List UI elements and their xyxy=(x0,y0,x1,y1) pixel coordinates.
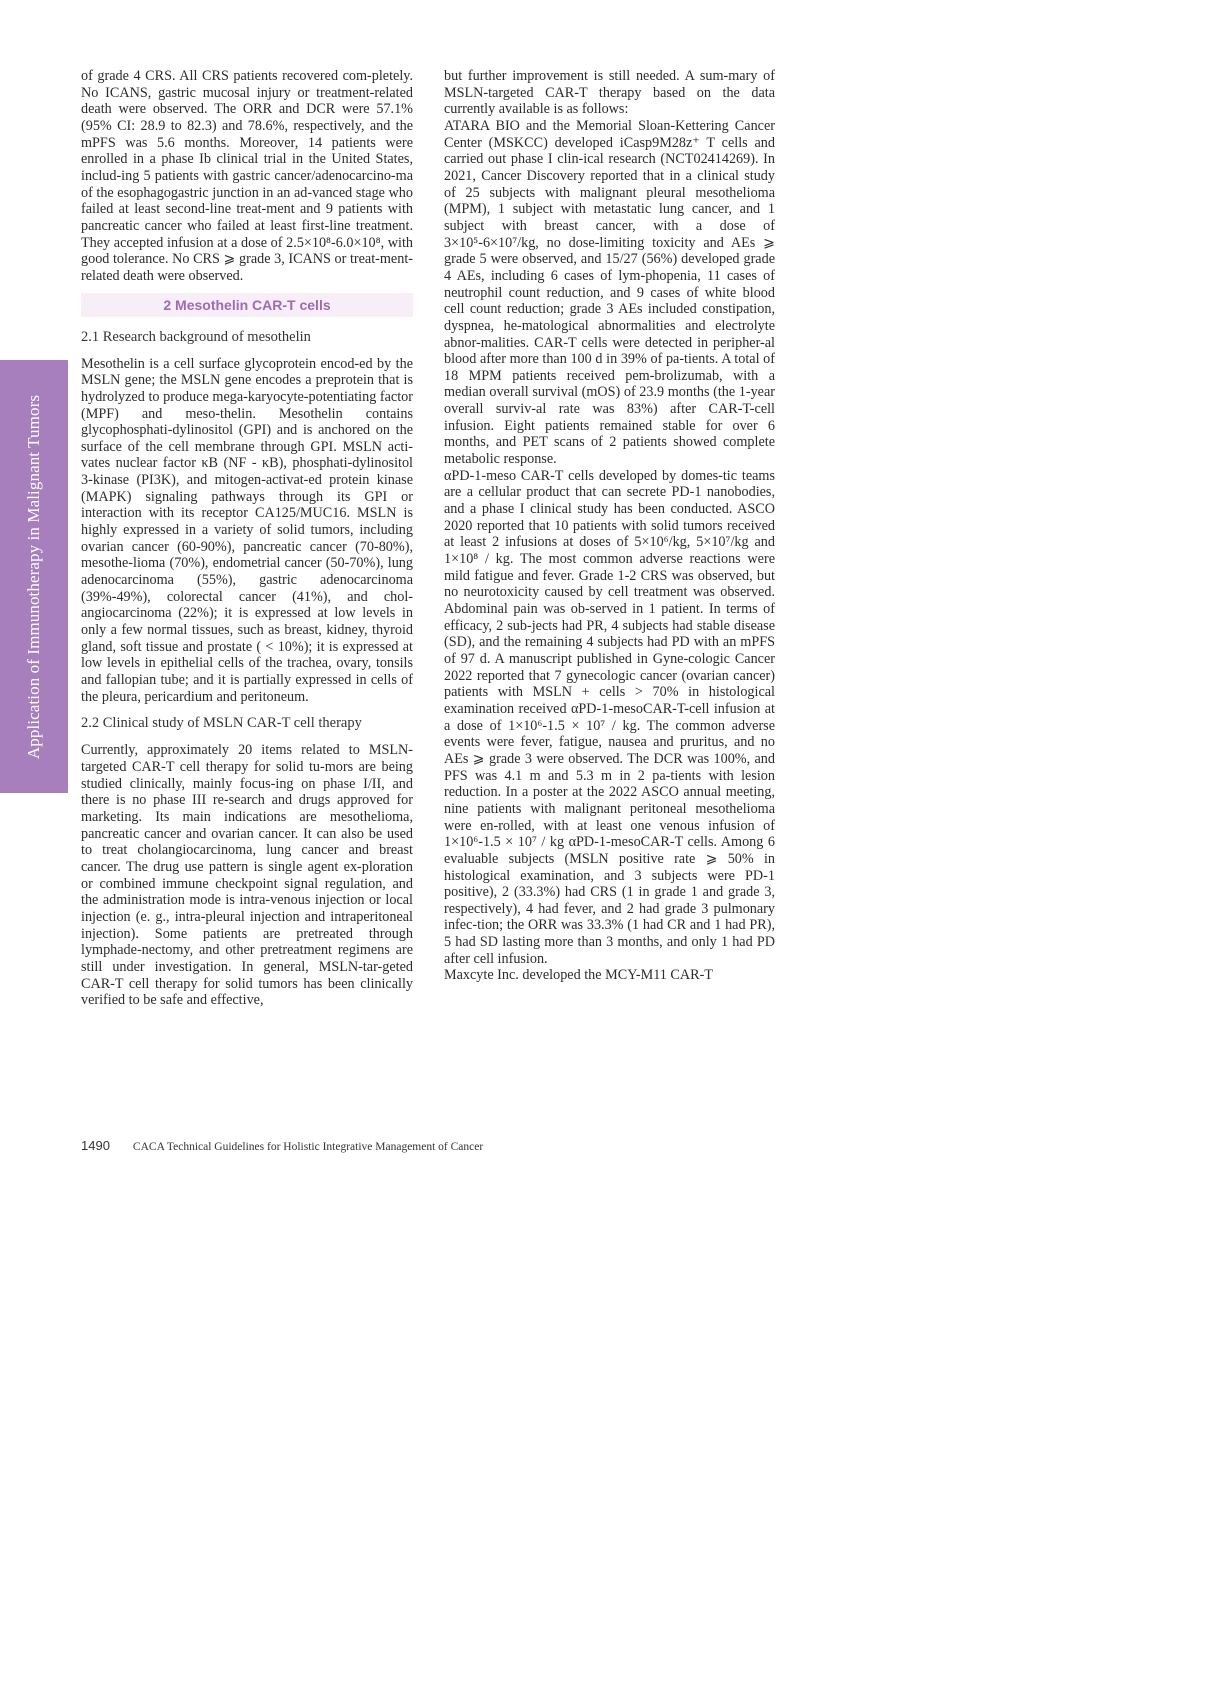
paragraph: ATARA BIO and the Memorial Sloan-Kettering Cancer Center (MSKCC) developed iCasp9M28z⁺ T cells and carried out phase I clin-ical research (NCT02414269). In 2021, Cancer Discovery reported that in a clinical study of 25 subjects with malignant pleural mesothelioma (MPM), 1 subject with metastatic lung cancer, and 1 subject with breast cancer, with a dose of 3×10⁵-6×10⁷/kg, no dose-limiting toxicity and AEs ⩾ grade 5 were observed, and 15/27 (56%) developed grade 4 AEs, including 6 cases of lym-phopenia, 11 cases of neutrophil count reduction, and 9 cases of white blood cell count reduction; grade 3 AEs included constipation, dyspnea, he-matological abnormalities and electrolyte abnor-malities. CAR-T cells were detected in peripher-al blood after more than 100 d in 39% of pa-tients. A total of 18 MPM patients received pem-brolizumab, with a median overall survival (mOS) of 23.9 months (the 1-year overall surviv-al rate was 83%) after CAR-T-cell infusion. Eight patients remained stable for over 6 months, and PET scans of 2 patients showed complete metabolic response. xyxy=(444,117,775,468)
paragraph: Currently, approximately 20 items related to MSLN-targeted CAR-T cell therapy for solid tu-mors are being studied clinically, mainly focus-ing on phase I/II, and there is no phase III re-search and drugs approved for marketing. Its main indications are mesothelioma, pancreatic cancer and ovarian cancer. It can also be used to treat cholangiocarcinoma, lung cancer and breast cancer. The drug use pattern is single agent ex-ploration or combined immune checkpoint signal regulation, and the administration mode is intra-venous injection or local injection (e. g., intra-pleural injection and intraperitoneal injection). Some patients are pretreated through lymphade-nectomy, and other pretreatment regimens are still under investigation. In general, MSLN-tar-geted CAR-T cell therapy for solid tumors has been clinically verified to be safe and effective, xyxy=(81,742,413,1009)
side-tab-label: Application of Immunotherapy in Malignant Tumors xyxy=(24,394,43,759)
subsection-heading: 2.1 Research background of mesothelin xyxy=(81,328,311,345)
paragraph: of grade 4 CRS. All CRS patients recovered com-pletely. No ICANS, gastric mucosal injury or treatment-related death were observed. The ORR and DCR were 57.1% (95% CI: 28.9 to 82.3) and 78.6%, respectively, and the mPFS was 5.6 months. Moreover, 14 patients were enrolled in a phase Ib clinical trial in the United States, includ-ing 5 patients with gastric cancer/adenocarcino-ma of the esophagogastric junction in an ad-vanced stage who failed at least second-line treat-ment and 9 patients with pancreatic cancer who failed at least first-line treatment. They accepted infusion at a dose of 2.5×10⁸-6.0×10⁸, with good tolerance. No CRS ⩾ grade 3, ICANS or treat-ment-related death were observed. xyxy=(81,68,413,284)
page-number: 1490 xyxy=(81,1138,110,1153)
paragraph: but further improvement is still needed. A sum-mary of MSLN-targeted CAR-T therapy based on the data currently available is as follows: xyxy=(444,68,775,118)
side-tab xyxy=(0,360,68,793)
paragraph: αPD-1-meso CAR-T cells developed by domes-tic teams are a cellular product that can secrete PD-1 nanobodies, and a phase I clinical study has been conducted. ASCO 2020 reported that 10 patients with solid tumors received at least 2 infusions at doses of 5×10⁶/kg, 5×10⁷/kg and 1×10⁸ / kg. The most common adverse reactions were mild fatigue and fever. Grade 1-2 CRS was observed, but no neurotoxicity caused by cell treatment was observed. Abdominal pain was ob-served in 1 patient. In terms of efficacy, 2 sub-jects had PR, 4 subjects had stable disease (SD), and the remaining 4 subjects had PD with an mPFS of 97 d. A manuscript published in Gyne-cologic Cancer 2022 reported that 7 gynecologic cancer (ovarian cancer) patients with MSLN + cells > 70% in histological examination received αPD-1-mesoCAR-T-cell infusion at a dose of 1×10⁶-1.5 × 10⁷ / kg. The common adverse events were fever, fatigue, nausea and pruritus, and no AEs ⩾ grade 3 were observed. The DCR was 100%, and PFS was 4.1 m and 5.3 m in 2 pa-tients with lesion reduction. In a poster at the 2022 ASCO annual meeting, nine patients with malignant peritoneal mesothelioma were en-rolled, with at least one venous infusion of 1×10⁶-1.5 × 10⁷ / kg αPD-1-mesoCAR-T cells. Among 6 evaluable subjects (MSLN positive rate ⩾ 50% in histological examination, and 3 subjects were PD-1 positive), 2 (33.3%) had CRS (1 in grade 1 and grade 3, respectively), 4 had fever, and 2 had grade 3 pulmonary infec-tion; the ORR was 33.3% (1 had CR and 1 had PR), 5 had SD lasting more than 3 months, and only 1 had PD after cell infusion. xyxy=(444,467,775,967)
left-column xyxy=(81,68,413,1009)
journal-title: CACA Technical Guidelines for Holistic Integrative Management of Cancer xyxy=(132,1141,484,1153)
paragraph: Mesothelin is a cell surface glycoprotein encod-ed by the MSLN gene; the MSLN gene encodes a preprotein that is hydrolyzed to produce mega-karyocyte-potentiating factor (MPF) and meso-thelin. Mesothelin contains glycophosphati-dylinositol (GPI) and is anchored on the surface of the cell membrane through GPI. MSLN acti-vates nuclear factor κB (NF - κB), phosphati-dylinositol 3-kinase (PI3K), and mitogen-activat-ed protein kinase (MAPK) signaling pathways through its GPI or interaction with its receptor CA125/MUC16. MSLN is highly expressed in a variety of solid tumors, including ovarian cancer (60-90%), pancreatic cancer (70-80%), mesothe-lioma (70%), endometrial cancer (50-70%), lung adenocarcinoma (55%), gastric adenocarcinoma (39%-49%), colorectal cancer (41%), and chol-angiocarcinoma (22%); it is expressed at low levels in only a few normal tissues, such as breast, kidney, thyroid gland, soft tissue and prostate ( < 10%); it is expressed at low levels in epithelial cells of the trachea, ovary, tonsils and fallopian tube; and it is partially expressed in cells of the pleura, pericardium and peritoneum. xyxy=(81,355,413,705)
paragraph: Maxcyte Inc. developed the MCY-M11 CAR-T xyxy=(444,967,713,984)
subsection-heading: 2.2 Clinical study of MSLN CAR-T cell therapy xyxy=(81,715,362,732)
page-footer xyxy=(81,1138,483,1154)
section-heading: 2 Mesothelin CAR-T cells xyxy=(81,293,413,317)
right-column xyxy=(444,68,775,984)
